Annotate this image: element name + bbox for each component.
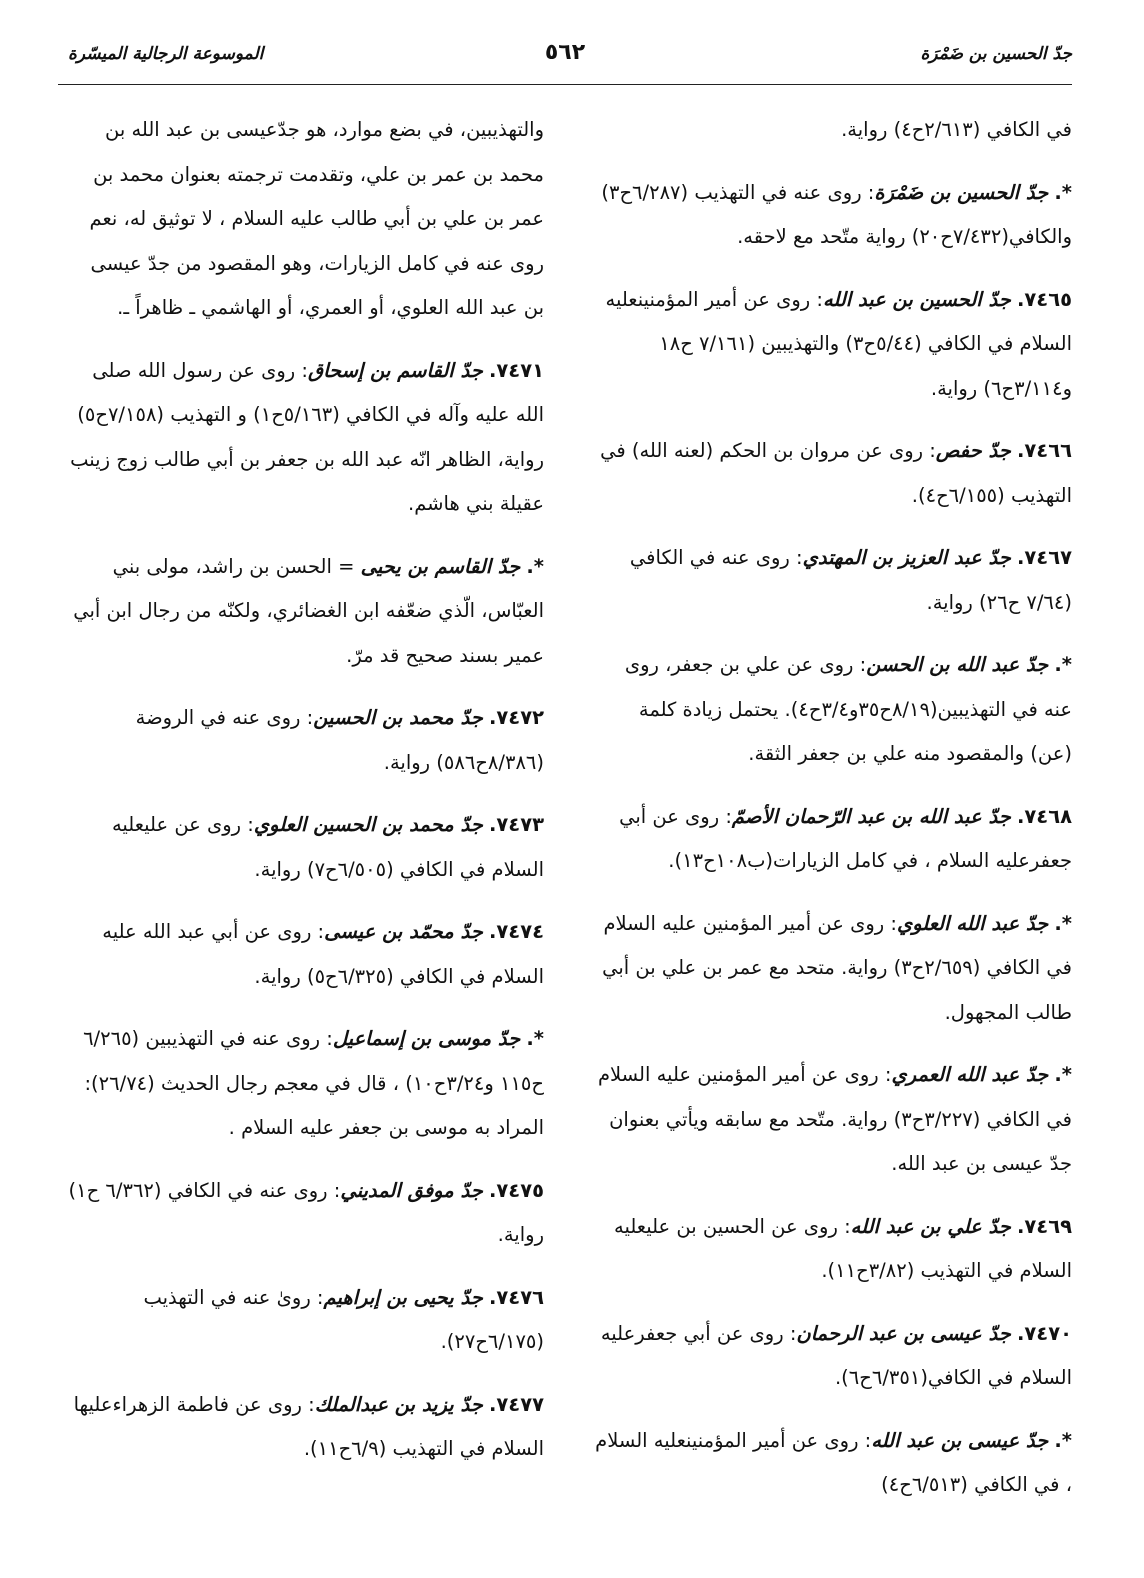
entry-text: : روى عنه في الروضة (٨/٣٨٦ح٥٨٦) رواية.	[135, 706, 544, 774]
entry-number: *.	[1054, 911, 1072, 935]
entry-number: ٧٤٧٣.	[488, 813, 544, 836]
entry-text: : روى عن فاطمة الزهراءعليها السلام في التهذيب (٦/٩ح١١).	[73, 1392, 544, 1460]
entry-number: *.	[1054, 180, 1072, 204]
running-title-right: جدّ الحسين بن ضَمْرَة	[920, 44, 1072, 64]
entry	[66, 696, 544, 785]
entry-text: : روى عن أبي جعفرعليه السلام في الكافي(٦/٣٥١ح٦).	[600, 1321, 1072, 1389]
entry-number: ٧٤٦٧.	[1016, 546, 1072, 569]
entry-text: : روى عن أمير المؤمنين عليه السلام في الكافي (٣/٢٢٧ح٣) رواية. متّحد مع سابقه ويأتي بعنوان جدّ عيسى بن عبد الله.	[597, 1063, 1072, 1175]
entry-text: : روى عنه في الكافي (٦/٣٦٢ ح١) رواية.	[68, 1178, 544, 1246]
entry-headword: جدّ محمد بن الحسين العلوي	[253, 813, 483, 836]
entry-number: ٧٤٦٨.	[1016, 804, 1072, 828]
entry	[66, 1276, 544, 1365]
entry-headword: جدّ علي بن عبد الله	[850, 1214, 1011, 1238]
entry	[594, 278, 1072, 412]
entry-number: ٧٤٧٤.	[488, 920, 544, 943]
entry-headword: جدّ عبد الله العمري	[891, 1063, 1049, 1086]
entry-headword: جدّ محمّد بن عيسى	[324, 920, 483, 943]
entry	[66, 1169, 544, 1258]
entry-text: والتهذيبين، في بضع موارد، هو جدّعيسى بن عبد الله بن محمد بن عمر بن علي، وتقدمت ترجمته بعنوان محمد بن عمر بن علي بن أبي طالب عليه السلام ، لا توثيق له، نعم روى عنه في كامل الزيارات، وهو المقصود من جدّ عيسى بن عبد الله العلوي، أو العمري، أو الهاشمي ـ ظاهراً ـ.	[89, 118, 544, 319]
right-column	[594, 108, 1072, 1526]
entry	[594, 171, 1072, 260]
page-header	[58, 36, 1072, 85]
entry	[594, 902, 1072, 1036]
page-number: ٥٦٢	[544, 40, 586, 65]
running-title-left: الموسوعة الرجالية الميسّرة	[68, 44, 264, 64]
entry-number: *.	[1054, 1428, 1072, 1452]
entry	[594, 1053, 1072, 1187]
entry-number: *.	[526, 554, 544, 578]
entry-headword: جدّ الحسين بن ضَمْرَة	[874, 180, 1049, 204]
entry	[66, 1383, 544, 1472]
entry-headword: جدّ موسى بن إسماعيل	[332, 1027, 521, 1050]
entry-headword: جدّ عيسى بن عبد الرحمان	[796, 1321, 1011, 1345]
entry-number: ٧٤٧٢.	[488, 706, 544, 729]
entry-text: : روى عن الحسين بن عليعليه السلام في التهذيب (٣/٨٢ح١١).	[614, 1214, 1072, 1282]
entry-headword: جدّ عبد الله بن الحسن	[866, 653, 1049, 676]
entry-number: ٧٤٧٦.	[488, 1285, 544, 1309]
entry-number: ٧٤٧١.	[488, 358, 544, 382]
entry	[594, 1312, 1072, 1401]
entry-number: ٧٤٧٧.	[488, 1392, 544, 1416]
entry-text: : روى عن عليعليه السلام في الكافي (٦/٥٠٥ح٧) رواية.	[111, 813, 544, 881]
entry-headword: جدّ يزيد بن عبدالملك	[314, 1392, 483, 1416]
entry-headword: جدّ عبد العزيز بن المهتدي	[802, 546, 1011, 569]
entry-text: = الحسن بن راشد، مولى بني العبّاس، الّذي ضعّفه ابن الغضائري، ولكنّه من رجال ابن أبي عمير بسند صحيح قد مرّ.	[73, 554, 544, 667]
entry	[594, 536, 1072, 625]
entry-number: *.	[1054, 653, 1072, 676]
entry-headword: جدّ محمد بن الحسين	[313, 706, 483, 729]
entry	[594, 429, 1072, 518]
entry-number: *.	[526, 1027, 544, 1050]
entry-headword: جدّ يحيى بن إبراهيم	[323, 1285, 483, 1309]
entry	[66, 545, 544, 679]
entry-text: : روىٰ عنه في التهذيب (٦/١٧٥ح٢٧).	[143, 1285, 544, 1353]
entry	[594, 108, 1072, 153]
entry-number: ٧٤٧٥.	[488, 1178, 544, 1202]
entry-headword: جدّ القاسم بن إسحاق	[307, 358, 483, 382]
entry-text: : روى عن علي بن جعفر، روى عنه في التهذيبين(٨/١٩ح٣٥و٣/٤ح٤). يحتمل زيادة كلمة (عن) والمقصود منه علي بن جعفر الثقة.	[624, 653, 1072, 765]
entry-text: : روى عن مروان بن الحكم (لعنه الله) في التهذيب (٦/١٥٥ح٤).	[600, 439, 1072, 507]
entry	[66, 803, 544, 892]
entry-headword: جدّ موفق المديني	[340, 1178, 483, 1202]
entry-headword: جدّ الحسين بن عبد الله	[822, 287, 1011, 311]
entry-number: ٧٤٦٩.	[1016, 1214, 1072, 1238]
left-column	[66, 108, 544, 1490]
entry-text: : روى عن أمير المؤمنينعليه السلام في الكافي (٥/٤٤ح٣) والتهذيبين (٧/١٦١ ح١٨ و٣/١١٤ح٦) رواية.	[605, 287, 1072, 400]
entry-text: : روى عن أبي عبد الله عليه السلام في الكافي (٦/٣٢٥ح٥) رواية.	[102, 920, 544, 988]
entry-text: في الكافي (٢/٦١٣ح٤) رواية.	[841, 118, 1072, 141]
entry-number: ٧٤٧٠.	[1016, 1321, 1072, 1345]
entry	[66, 108, 544, 331]
entry-headword: جدّ عبد الله العلوي	[896, 911, 1049, 935]
entry	[594, 643, 1072, 777]
entry-text: : روى عنه في التهذيب (٦/٢٨٧ح٣) والكافي(٧/٤٣٢ح٢٠) رواية متّحد مع لاحقه.	[601, 180, 1072, 248]
entry-text: : روى عنه في التهذيبين (٦/٢٦٥ ح١١٥ و٣/٢٤ح١٠) ، قال في معجم رجال الحديث (٢٦/٧٤): المراد به موسى بن جعفر عليه السلام .	[83, 1027, 544, 1139]
entry-headword: جدّ عيسى بن عبد الله	[871, 1428, 1049, 1452]
entry-text: : روى عن أمير المؤمنينعليه السلام ، في الكافي (٦/٥١٣ح٤)	[595, 1428, 1072, 1496]
entry	[594, 795, 1072, 884]
entry-text: : روى عن أمير المؤمنين عليه السلام في الكافي (٢/٦٥٩ح٣) رواية. متحد مع عمر بن علي بن أبي طالب المجهول.	[602, 911, 1072, 1024]
entry	[66, 910, 544, 999]
entry-headword: جدّ عبد الله بن عبد الرّحمان الأصمّ	[731, 804, 1011, 828]
entry-text: : روى عنه في الكافي (٧/٦٤ ح٢٦) رواية.	[629, 546, 1072, 614]
entry-text: : روى عن أبي جعفرعليه السلام ، في كامل الزيارات(ب١٠٨ح١٣).	[619, 804, 1072, 872]
entry	[66, 1017, 544, 1151]
entry	[594, 1419, 1072, 1508]
entry-number: ٧٤٦٦.	[1016, 439, 1072, 462]
entry-number: *.	[1054, 1063, 1072, 1086]
entry-headword: جدّ حفص	[935, 439, 1011, 462]
entry	[594, 1205, 1072, 1294]
entry	[66, 349, 544, 527]
entry-number: ٧٤٦٥.	[1016, 287, 1072, 311]
entry-text: : روى عن رسول الله صلى الله عليه وآله في الكافي (٥/١٦٣ح١) و التهذيب (٧/١٥٨ح٥) رواية، الظاهر انّه عبد الله بن جعفر بن أبي طالب زوج زينب عقيلة بني هاشم.	[70, 358, 544, 515]
entry-headword: جدّ القاسم بن يحيى	[360, 554, 521, 578]
